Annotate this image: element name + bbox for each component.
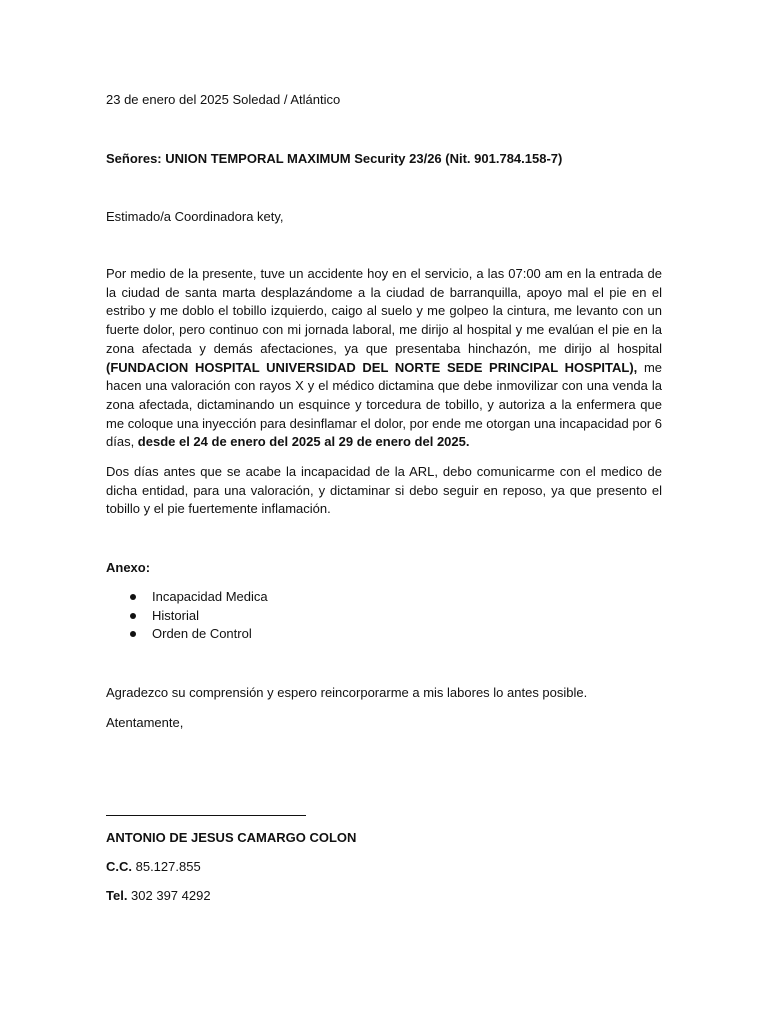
body-1-text-b: me hacen una valoración con rayos X y el médico dictamina que debe inmovilizar con una venda la zona afectada, dictaminando un esquince y torcedura de tobillo, y autoriza a la enfermera que me coloque una inyección para desinflamar el dolor, por ende me otorgan una incapacidad por 6 días, — [106, 359, 663, 450]
signer-name-line — [106, 829, 662, 848]
annex-item — [106, 607, 268, 626]
annex-item — [106, 625, 268, 644]
recipient-text: Señores: UNION TEMPORAL MAXIMUM Security 23/26 (Nit. 901.784.158-7) — [106, 151, 563, 166]
body-paragraph-1 — [106, 265, 662, 452]
annex-item-label: Historial — [152, 607, 199, 623]
annex-title-line — [106, 559, 662, 578]
annex-title: Anexo: — [106, 560, 151, 575]
incapacity-dates: desde el 24 de enero del 2025 al 29 de enero del 2025. — [137, 434, 470, 450]
recipient-line — [106, 150, 706, 169]
phone-line — [106, 887, 662, 906]
id-value: 85.127.855 — [132, 859, 201, 874]
phone-value: 302 397 4292 — [127, 888, 211, 903]
id-line — [106, 858, 662, 877]
greeting: Estimado/a Coordinadora kety, — [106, 209, 284, 224]
bullet-icon — [130, 631, 136, 637]
date-line: 23 de enero del 2025 Soledad / Atlántico — [106, 92, 341, 107]
body-1-text-a: Por medio de la presente, tuve un accidente hoy en el servicio, a las 07:00 am en la entrada de la ciudad de santa marta desplazándome a la ciudad de barranquilla, apoyo mal el pie en el estribo y me doblo el tobillo izquierdo, caigo al suelo y me golpeo la cintura, me levanto con un fuerte dolor, pero continuo con mi jornada laboral, me dirijo al hospital y me evalúan el pie en la zona afectada y demás afectaciones, ya que presentaba hinchazón, me dirijo al hospital — [106, 266, 662, 356]
annex-item-label: Orden de Control — [152, 626, 252, 642]
phone-label: Tel. — [106, 888, 128, 903]
bullet-icon — [130, 594, 136, 600]
signoff: Atentamente, — [106, 715, 184, 730]
closing-line: Agradezco su comprensión y espero reincorporarme a mis labores lo antes posible. — [106, 685, 588, 700]
hospital-name: (FUNDACION HOSPITAL UNIVERSIDAD DEL NORTE SEDE PRINCIPAL HOSPITAL), — [106, 359, 638, 375]
bullet-icon — [130, 613, 136, 619]
annex-list — [106, 588, 268, 644]
id-label: C.C. — [106, 859, 132, 874]
annex-item-label: Incapacidad Medica — [152, 589, 268, 604]
signature-line — [106, 815, 306, 816]
annex-item — [106, 588, 268, 607]
body-paragraph-2: Dos días antes que se acabe la incapacidad de la ARL, debo comunicarme con el medico de dicha entidad, para una valoración, y dictaminar si debo seguir en reposo, ya que presento el tobillo y el pie fuertemente inflamación. — [106, 464, 662, 517]
signer-name: ANTONIO DE JESUS CAMARGO COLON — [106, 830, 357, 845]
